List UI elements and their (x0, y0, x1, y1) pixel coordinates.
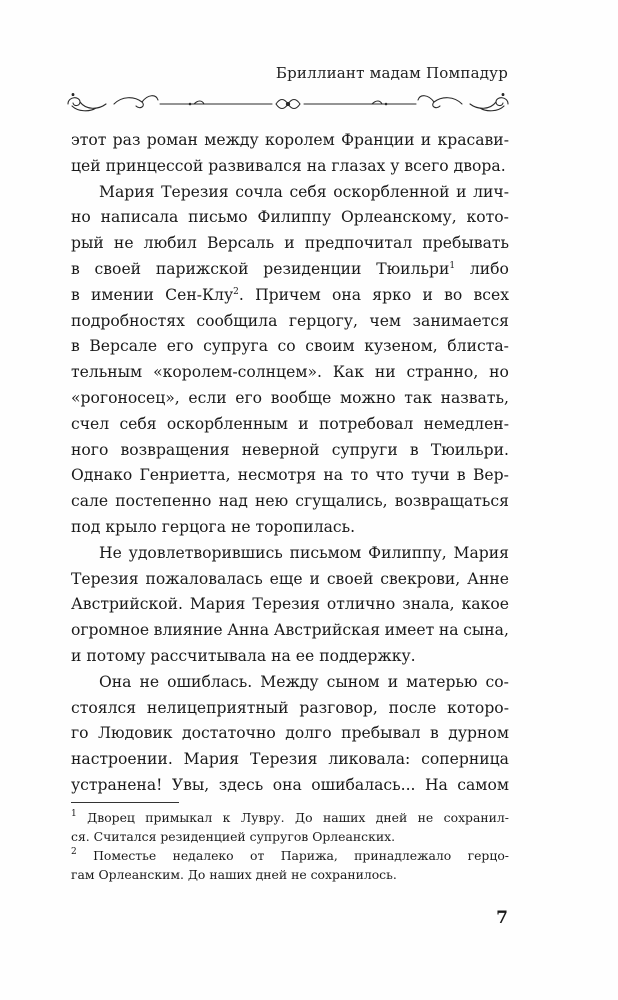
word: предпочитал (304, 234, 413, 253)
word: Австрийской. (71, 595, 183, 614)
word: ного (71, 440, 109, 459)
word: своим (305, 337, 355, 356)
word: Увы, (171, 775, 210, 794)
word: его (166, 337, 194, 356)
word: роман (146, 131, 198, 149)
word: устранена! (71, 775, 163, 794)
word: своей (326, 569, 374, 588)
word: го (71, 724, 89, 743)
word: в (456, 466, 466, 485)
word: самом (457, 775, 509, 794)
word: еще (269, 569, 303, 588)
word: На (424, 775, 448, 794)
word: парижской (155, 259, 249, 278)
footnotes (71, 808, 509, 884)
word: пребывать (422, 234, 509, 253)
word: письмо (188, 208, 248, 227)
word: отлично (326, 595, 396, 614)
word: Поместье (93, 848, 157, 863)
word: Терезия (71, 569, 139, 588)
word: «рогоносец», (71, 388, 180, 407)
word: письмом (289, 543, 362, 562)
word: Мария (99, 182, 155, 201)
word: сале (71, 492, 109, 511)
word: Дворец (87, 810, 135, 825)
footnote-marker: 1 (449, 260, 456, 271)
word: постепенно (115, 492, 212, 511)
word: тучи (411, 466, 450, 485)
word: к (222, 810, 231, 825)
text-line (71, 721, 509, 747)
word: от (249, 848, 265, 863)
word: его (235, 388, 263, 407)
word: всех (473, 285, 509, 304)
word: возвращения (120, 440, 230, 459)
text-line (71, 644, 509, 670)
text-line (71, 309, 509, 335)
text-line (71, 567, 509, 593)
word: либо (469, 259, 509, 278)
word: так (404, 388, 432, 407)
line-text: под крыло герцога не торопилась. (71, 517, 356, 536)
word: занимается (412, 311, 509, 330)
word: которо- (447, 698, 509, 717)
word: счел (71, 414, 110, 433)
word: она (272, 775, 302, 794)
word: супруги (331, 440, 398, 459)
word: назвать, (440, 388, 509, 407)
word: оскорбленным (166, 414, 288, 433)
word: странно, (406, 363, 479, 382)
word: какое (461, 595, 509, 614)
word: пожаловалась (145, 569, 263, 588)
word: дурном (448, 724, 509, 743)
word: Как (332, 363, 364, 382)
word: и (420, 131, 432, 149)
word: резиденции (263, 259, 362, 278)
text-line (71, 334, 509, 360)
word: со- (485, 672, 509, 691)
word: что (375, 466, 404, 485)
text-line (71, 283, 509, 309)
text-line (71, 515, 509, 541)
word: Терезия (252, 595, 320, 614)
line-text: цей принцессой развивался на глазах у всего двора. (71, 156, 506, 175)
word: написала (100, 208, 179, 227)
word: но (489, 363, 509, 382)
word: имеет (384, 621, 435, 640)
word: стоялся (71, 698, 137, 717)
line-text: гам Орлеанским. До наших дней не сохранилось. (71, 867, 397, 882)
word: Мария (183, 750, 240, 769)
word: на (323, 466, 344, 485)
footnote-marker: 2 (71, 847, 77, 857)
word: и (309, 569, 320, 588)
line-text: и потому рассчитывала на ее поддержку. (71, 646, 416, 665)
decorative-divider-ornament (62, 90, 514, 118)
text-line (71, 747, 509, 773)
word: на (438, 621, 459, 640)
word: в (430, 724, 439, 743)
text-line (71, 438, 509, 464)
word: любил (143, 234, 197, 253)
word: своей (94, 259, 142, 278)
text-line (71, 128, 509, 154)
word: в (409, 440, 419, 459)
text-line (71, 205, 509, 231)
word: между (204, 131, 259, 149)
word: имении (91, 285, 154, 304)
word: Между (260, 672, 319, 691)
word: пребывал (341, 724, 421, 743)
word: удовлетворившись (128, 543, 283, 562)
word: в (71, 337, 80, 356)
word: ярко (372, 285, 412, 304)
word: Терезия (249, 750, 318, 769)
word: недалеко (172, 848, 234, 863)
text-line (71, 231, 509, 257)
word: наших (322, 810, 366, 825)
word: ошибалась... (311, 775, 416, 794)
word: кото- (466, 208, 509, 227)
word: чем (369, 311, 402, 330)
word: рый (71, 234, 104, 253)
word: супруга (203, 337, 268, 356)
word: Анне (467, 569, 509, 588)
word: герцо- (467, 848, 509, 863)
text-line (71, 154, 509, 180)
word: ни (374, 363, 396, 382)
word: знала, (402, 595, 455, 614)
word: свекрови, (380, 569, 461, 588)
word: Австрийская (273, 621, 381, 640)
word: возвращаться (394, 492, 509, 511)
footnote-line (71, 827, 509, 846)
word: здесь (218, 775, 264, 794)
word: и (387, 672, 399, 691)
text-line (71, 360, 509, 386)
text-line (71, 463, 509, 489)
word: Терезия (161, 182, 229, 201)
word: принадлежало (354, 848, 452, 863)
footnote-line (71, 808, 509, 827)
word: Франции (341, 131, 415, 149)
footnote-line (71, 846, 509, 865)
word: дней (375, 810, 408, 825)
word: после (388, 698, 437, 717)
word: подробностях (71, 311, 185, 330)
word: Филиппу (257, 208, 332, 227)
word: Сен-Клу$^2$. (165, 285, 244, 304)
text-line (71, 257, 509, 283)
text-line (71, 541, 509, 567)
text-line (71, 592, 509, 618)
word: сообщила (196, 311, 278, 330)
text-line (71, 773, 509, 799)
word: примыкал (145, 810, 213, 825)
word: можно (339, 388, 396, 407)
footnote-separator (71, 802, 179, 803)
word: долго (285, 724, 332, 743)
word: соперница (421, 750, 509, 769)
running-title: Бриллиант мадам Помпадур (275, 64, 508, 82)
word: настроении. (71, 750, 173, 769)
word: Однако (71, 466, 133, 485)
word: Версаль (206, 234, 275, 253)
word: себя (289, 182, 327, 201)
word: матерью (406, 672, 478, 691)
word: вообще (270, 388, 332, 407)
word: Мария (453, 543, 509, 562)
word: потребовал (318, 414, 414, 433)
footnote-marker: 1 (71, 809, 77, 819)
word: блиста- (447, 337, 509, 356)
word: ликовала: (328, 750, 411, 769)
word: лич- (473, 182, 509, 201)
word: и (422, 285, 433, 304)
word: со (277, 337, 296, 356)
word: немедлен- (423, 414, 509, 433)
text-line (71, 412, 509, 438)
word: во (444, 285, 463, 304)
word: сына, (463, 621, 509, 640)
word: и (456, 182, 467, 201)
word: не (417, 810, 434, 825)
word: герцогу, (288, 311, 358, 330)
word: несмотря (237, 466, 317, 485)
footnote-line (71, 865, 509, 884)
word: над (218, 492, 248, 511)
text-line (71, 670, 509, 696)
word: Не (99, 543, 122, 562)
word: Тюильри$^1$ (376, 259, 456, 278)
text-line (71, 696, 509, 722)
word: сгущались, (295, 492, 388, 511)
text-line (71, 386, 509, 412)
word: Вер- (472, 466, 509, 485)
word: и (298, 414, 309, 433)
word: оскорбленной (333, 182, 450, 201)
word: не (139, 672, 160, 691)
body-text (71, 128, 509, 799)
word: сохранил- (443, 810, 509, 825)
word: Тюильри. (430, 440, 509, 459)
word: и (284, 234, 295, 253)
word: Анна (227, 621, 270, 640)
word: нелицеприятный (146, 698, 289, 717)
word: красави- (437, 131, 509, 149)
word: но (71, 208, 91, 227)
word: Людовик (98, 724, 173, 743)
word: тельным (71, 363, 143, 382)
text-line (71, 618, 509, 644)
word: Орлеанскому, (340, 208, 457, 227)
word: влияние (153, 621, 223, 640)
word: Версале (89, 337, 158, 356)
word: Лувру. (240, 810, 285, 825)
word: себя (119, 414, 157, 433)
word: достаточно (182, 724, 276, 743)
word: огромное (71, 621, 150, 640)
word: Парижа, (280, 848, 338, 863)
word: неверной (241, 440, 320, 459)
word: в (71, 259, 80, 278)
word: кузеном, (364, 337, 438, 356)
word: Она (99, 672, 132, 691)
word: разговор, (299, 698, 378, 717)
word: нею (254, 492, 289, 511)
word: Генриетта, (139, 466, 231, 485)
word: то (350, 466, 369, 485)
word: не (113, 234, 134, 253)
word: королем (265, 131, 335, 149)
word (71, 846, 77, 865)
word: Причем (255, 285, 321, 304)
footnote-marker: 2 (233, 286, 239, 297)
word: сыном (326, 672, 380, 691)
word: в (71, 285, 80, 304)
word: этот (71, 131, 107, 149)
page-number: 7 (496, 908, 508, 928)
line-text: ся. Считался резиденцией супругов Орлеанских. (71, 829, 396, 844)
word: она (331, 285, 362, 304)
text-line (71, 180, 509, 206)
text-line (71, 489, 509, 515)
word: Филиппу, (368, 543, 447, 562)
word: раз (112, 131, 141, 149)
word: «королем-солнцем». (153, 363, 322, 382)
word: ошиблась. (167, 672, 253, 691)
word: сочла (235, 182, 283, 201)
word (71, 808, 77, 827)
word: если (188, 388, 227, 407)
word: До (295, 810, 313, 825)
word: Мария (189, 595, 246, 614)
